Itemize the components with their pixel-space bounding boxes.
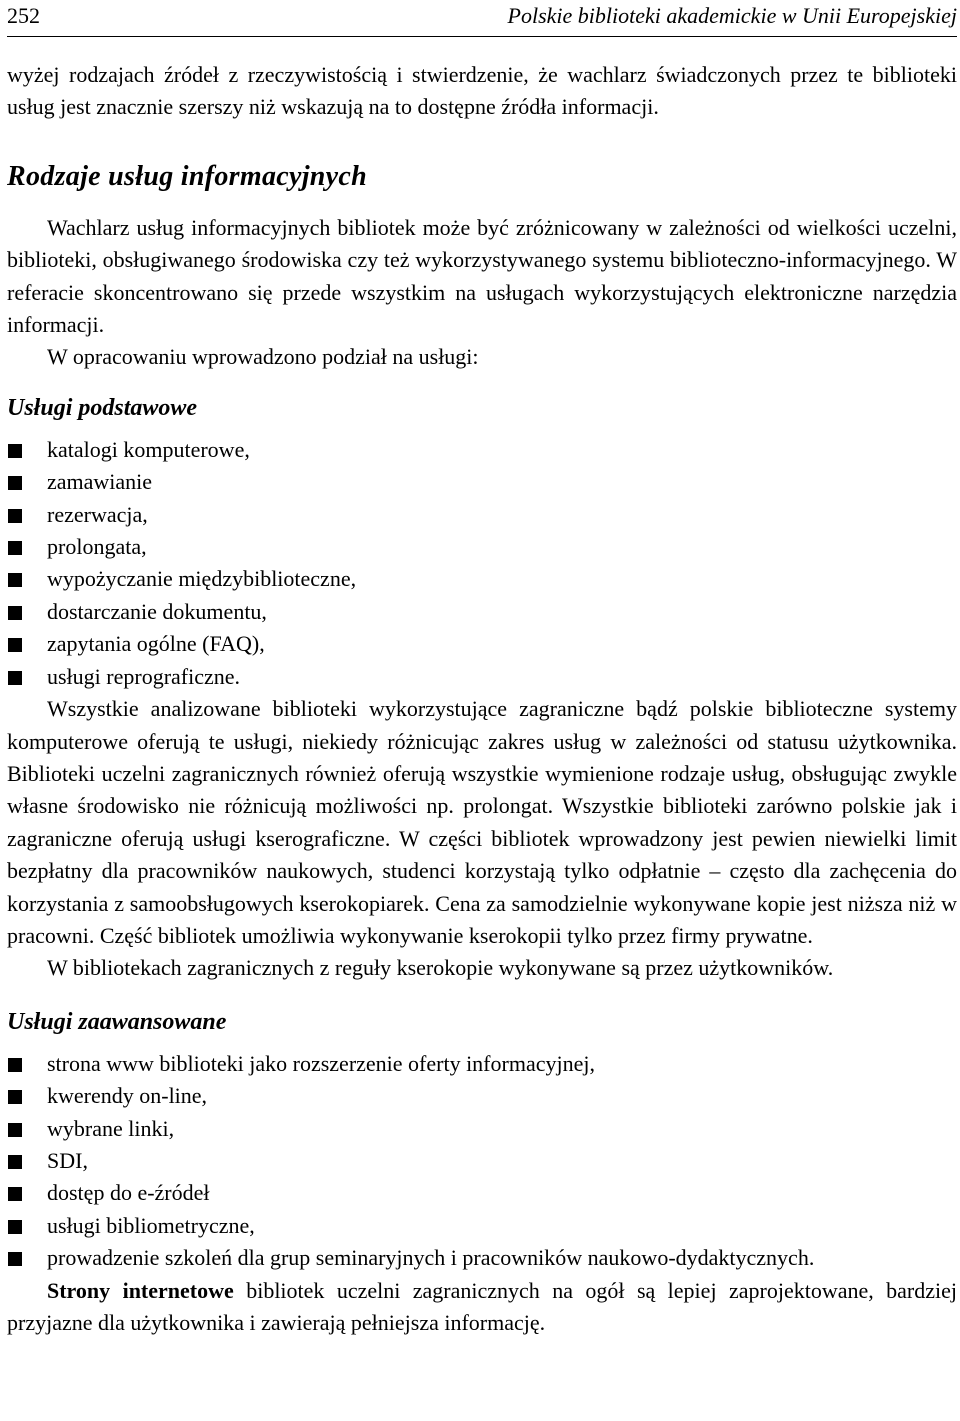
square-bullet-icon: [8, 509, 22, 523]
list-item: prowadzenie szkoleń dla grup seminaryjnych i pracowników naukowo-dydaktycznych.: [7, 1242, 957, 1274]
square-bullet-icon: [8, 573, 22, 587]
square-bullet-icon: [8, 1220, 22, 1234]
section-paragraph-division: W opracowaniu wprowadzono podział na usługi:: [47, 344, 479, 370]
basic-services-paragraph-copies: W bibliotekach zagranicznych z reguły kserokopie wykonywane są przez użytkowników.: [47, 955, 834, 981]
subheading-advanced-services: Usługi zaawansowane: [7, 1008, 227, 1035]
list-item: usługi bibliometryczne,: [7, 1210, 957, 1242]
list-item: katalogi komputerowe,: [7, 434, 957, 466]
square-bullet-icon: [8, 1187, 22, 1201]
running-title: Polskie biblioteki akademickie w Unii Europejskiej: [507, 3, 957, 28]
subheading-basic-services: Usługi podstawowe: [7, 394, 198, 421]
list-item: wypożyczanie międzybiblioteczne,: [7, 563, 957, 595]
list-item: kwerendy on-line,: [7, 1080, 957, 1112]
basic-services-list: [7, 434, 957, 693]
square-bullet-icon: [8, 1090, 22, 1104]
list-item: SDI,: [7, 1145, 957, 1177]
list-item: zamawianie: [7, 466, 957, 498]
square-bullet-icon: [8, 1123, 22, 1137]
square-bullet-icon: [8, 1155, 22, 1169]
section-heading: Rodzaje usług informacyjnych: [7, 160, 367, 192]
advanced-services-list: [7, 1048, 957, 1275]
list-item: dostęp do e-źródeł: [7, 1177, 957, 1209]
page-number: 252: [7, 3, 40, 28]
square-bullet-icon: [8, 638, 22, 652]
intro-paragraph: wyżej rodzajach źródeł z rzeczywistością i stwierdzenie, że wachlarz świadczonych przez te biblioteki usług jest znacznie szerszy niż wskazują na to dostępne źródła informacji.: [7, 62, 957, 120]
list-item: zapytania ogólne (FAQ),: [7, 628, 957, 660]
list-item: wybrane linki,: [7, 1113, 957, 1145]
list-item: dostarczanie dokumentu,: [7, 596, 957, 628]
list-item: strona www biblioteki jako rozszerzenie oferty informacyjnej,: [7, 1048, 957, 1080]
page-header: [7, 0, 957, 37]
square-bullet-icon: [8, 541, 22, 555]
closing-paragraph: Strony internetowe bibliotek uczelni zagranicznych na ogół są lepiej zaprojektowane, bardziej przyjazne dla użytkownika i zawierają pełniejsza informację.: [7, 1277, 957, 1335]
square-bullet-icon: [8, 1252, 22, 1266]
square-bullet-icon: [8, 606, 22, 620]
square-bullet-icon: [8, 476, 22, 490]
basic-services-paragraph: Wszystkie analizowane biblioteki wykorzystujące zagraniczne bądź polskie biblioteczne systemy komputerowe oferują te usługi, niekiedy różnicując zakres usług w zależności od statusu użytkownika. Biblioteki uczelni zagranicznych również oferują wszystkie wymienione rodzaje usług, obsługując zwykle własne środowisko nie różnicują możliwości np. prolongat. Wszystkie biblioteki zarówno polskie jak i zagraniczne oferują usługi kserograficzne. W części bibliotek wprowadzony jest pewien niewielki limit bezpłatny dla pracowników naukowych, studenci korzystają tylko odpłatnie – często dla zachęcenia do korzystania z samoobsługowych kserokopiarek. Cena za samodzielnie wykonywane kopie jest niższa niż w pracowni. Część bibliotek umożliwia wykonywanie kserokopii tylko przez firmy prywatne.: [7, 696, 957, 948]
list-item: prolongata,: [7, 531, 957, 563]
square-bullet-icon: [8, 1058, 22, 1072]
list-item: rezerwacja,: [7, 499, 957, 531]
square-bullet-icon: [8, 671, 22, 685]
document-page: [7, 0, 957, 1339]
list-item: usługi reprograficzne.: [7, 661, 957, 693]
section-paragraph: Wachlarz usług informacyjnych bibliotek może być zróżnicowany w zależności od wielkości uczelni, biblioteki, obsługiwanego środowiska czy też wykorzystywanego systemu biblioteczno-informacyjnego. W referacie skoncentrowano się przede wszystkim na usługach wykorzystujących elektroniczne narzędzia informacji.: [7, 214, 957, 338]
bold-term: Strony internetowe: [47, 1277, 234, 1303]
square-bullet-icon: [8, 444, 22, 458]
